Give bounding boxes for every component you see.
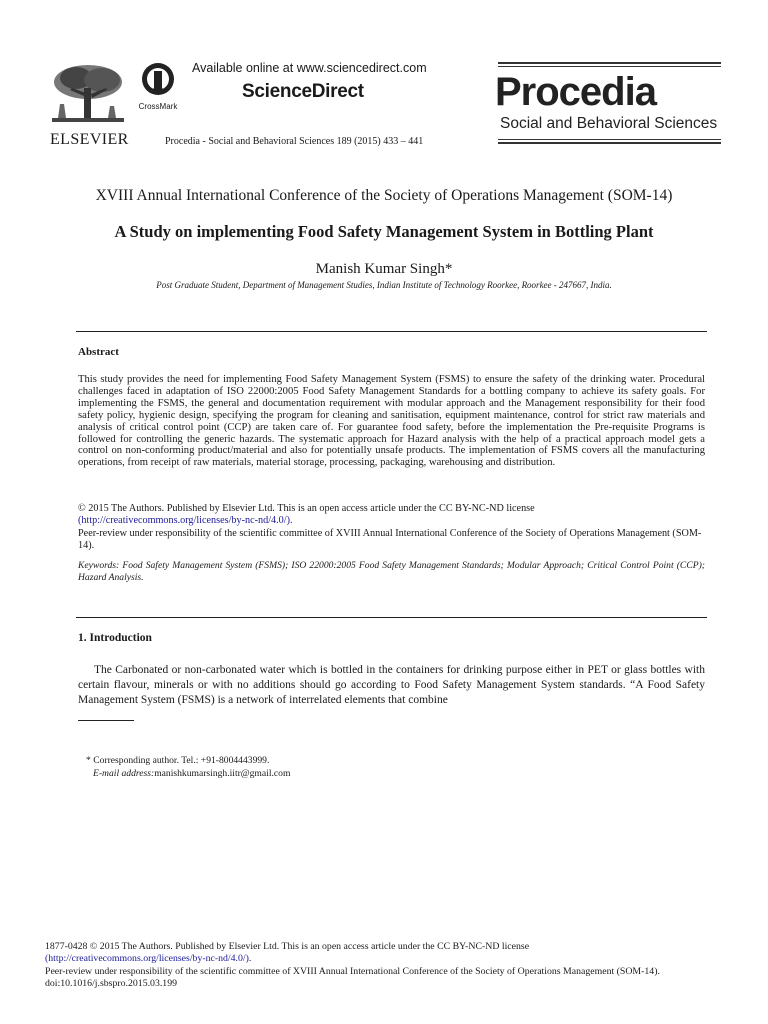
license-text: © 2015 The Authors. Published by Elsevier Ltd. This is an open access article under the CC BY-NC-ND license — [78, 503, 535, 514]
keywords-text: Food Safety Management System (FSMS); ISO 22000:2005 Food Safety Management Standards; Modular Approach; Critical Control Point (CCP); Hazard Analysis. — [78, 560, 705, 583]
procedia-subtitle: Social and Behavioral Sciences — [500, 115, 718, 132]
author-name: Manish Kumar Singh* — [315, 261, 453, 277]
bottom-matter — [45, 941, 705, 991]
procedia-top-rule-thin — [498, 66, 721, 67]
email-address[interactable]: manishkumarsingh.iitr@gmail.com — [154, 768, 291, 779]
procedia-top-rule — [498, 62, 721, 64]
journal-reference: Procedia - Social and Behavioral Sciences 189 (2015) 433 – 441 — [165, 136, 424, 147]
crossmark-icon — [141, 62, 175, 96]
sciencedirect-logo: ScienceDirect — [242, 81, 364, 102]
bottom-peer-review: Peer-review under responsibility of the scientific committee of XVIII Annual International Conference of the Society of Operations Management (SOM-14). — [45, 965, 660, 977]
crossmark-label: CrossMark — [138, 102, 178, 111]
keywords-label: Keywords: — [78, 560, 120, 571]
elsevier-wordmark: ELSEVIER — [50, 131, 129, 148]
introduction-heading: 1. Introduction — [78, 632, 152, 644]
abstract-bottom-rule — [76, 617, 707, 618]
email-label: E-mail address: — [93, 768, 155, 779]
bottom-license-link[interactable]: (http://creativecommons.org/licenses/by-nc-nd/4.0/). — [45, 953, 252, 965]
author-affiliation: Post Graduate Student, Department of Management Studies, Indian Institute of Technology Roorkee, Roorkee - 247667, India. — [156, 280, 612, 290]
abstract-heading: Abstract — [78, 346, 119, 358]
keywords-block — [78, 560, 705, 584]
footnote — [86, 754, 290, 780]
corresponding-author: * Corresponding author. Tel.: +91-8004443999. — [86, 755, 270, 766]
peer-review-text: Peer-review under responsibility of the scientific committee of XVIII Annual International Conference of the Society of Operations Management (SOM-14). — [78, 527, 702, 551]
elsevier-tree-logo — [46, 62, 130, 126]
procedia-logo: Procedia — [495, 70, 656, 114]
crossmark-badge[interactable] — [138, 62, 178, 111]
available-online-text[interactable]: Available online at www.sciencedirect.com — [192, 61, 427, 75]
license-block — [78, 503, 705, 552]
conference-name: XVIII Annual International Conference of the Society of Operations Management (SOM-14) — [95, 187, 673, 204]
procedia-bottom-rule — [498, 142, 721, 144]
introduction-text: The Carbonated or non-carbonated water which is bottled in the containers for drinking purpose either in PET or glass bottles with certain flavour, minerals or with no additions should go according to Food Safety Management System standards. “A Food Safety Management System (FSMS) is a network of interrelated elements that combine — [78, 664, 705, 706]
abstract-text: This study provides the need for implementing Food Safety Management System (FSMS) to ensure the safety of the drinking water. Procedural challenges faced in adaptation of ISO 22000:2005 Food Safety Management Standards for a bottling company to achieve its safety goals. For implementing the FSMS, the general and documentation requirement with modular approach and the Management responsibility for their food safety policy, hygienic design, specifying the program for cleaning and sanitisation, equipment maintenance, control for strict raw materials and analysis of critical control point (CCP) are taken care of. For guarantee food safety, before the implementation the Pre-requisite Programs is followed for controlling the generic hazards. The systematic approach for Hazard analysis with the help of a practical approach model gets a control on non-conforming product/material and also for potentially unsafe products. The implementation of FSMS covers all the manufacturing operations, from receipt of raw materials, material storage, processing, packaging, warehousing and distribution. — [78, 374, 705, 469]
issn-license-line: 1877-0428 © 2015 The Authors. Published by Elsevier Ltd. This is an open access article under the CC BY-NC-ND license — [45, 941, 530, 952]
doi[interactable]: doi:10.1016/j.sbspro.2015.03.199 — [45, 978, 177, 990]
abstract-top-rule — [76, 331, 707, 332]
footnote-rule — [78, 720, 134, 721]
procedia-bottom-rule-thin — [498, 139, 721, 140]
license-link[interactable]: (http://creativecommons.org/licenses/by-nc-nd/4.0/). — [78, 515, 293, 527]
paper-title: A Study on implementing Food Safety Management System in Bottling Plant — [114, 222, 654, 241]
